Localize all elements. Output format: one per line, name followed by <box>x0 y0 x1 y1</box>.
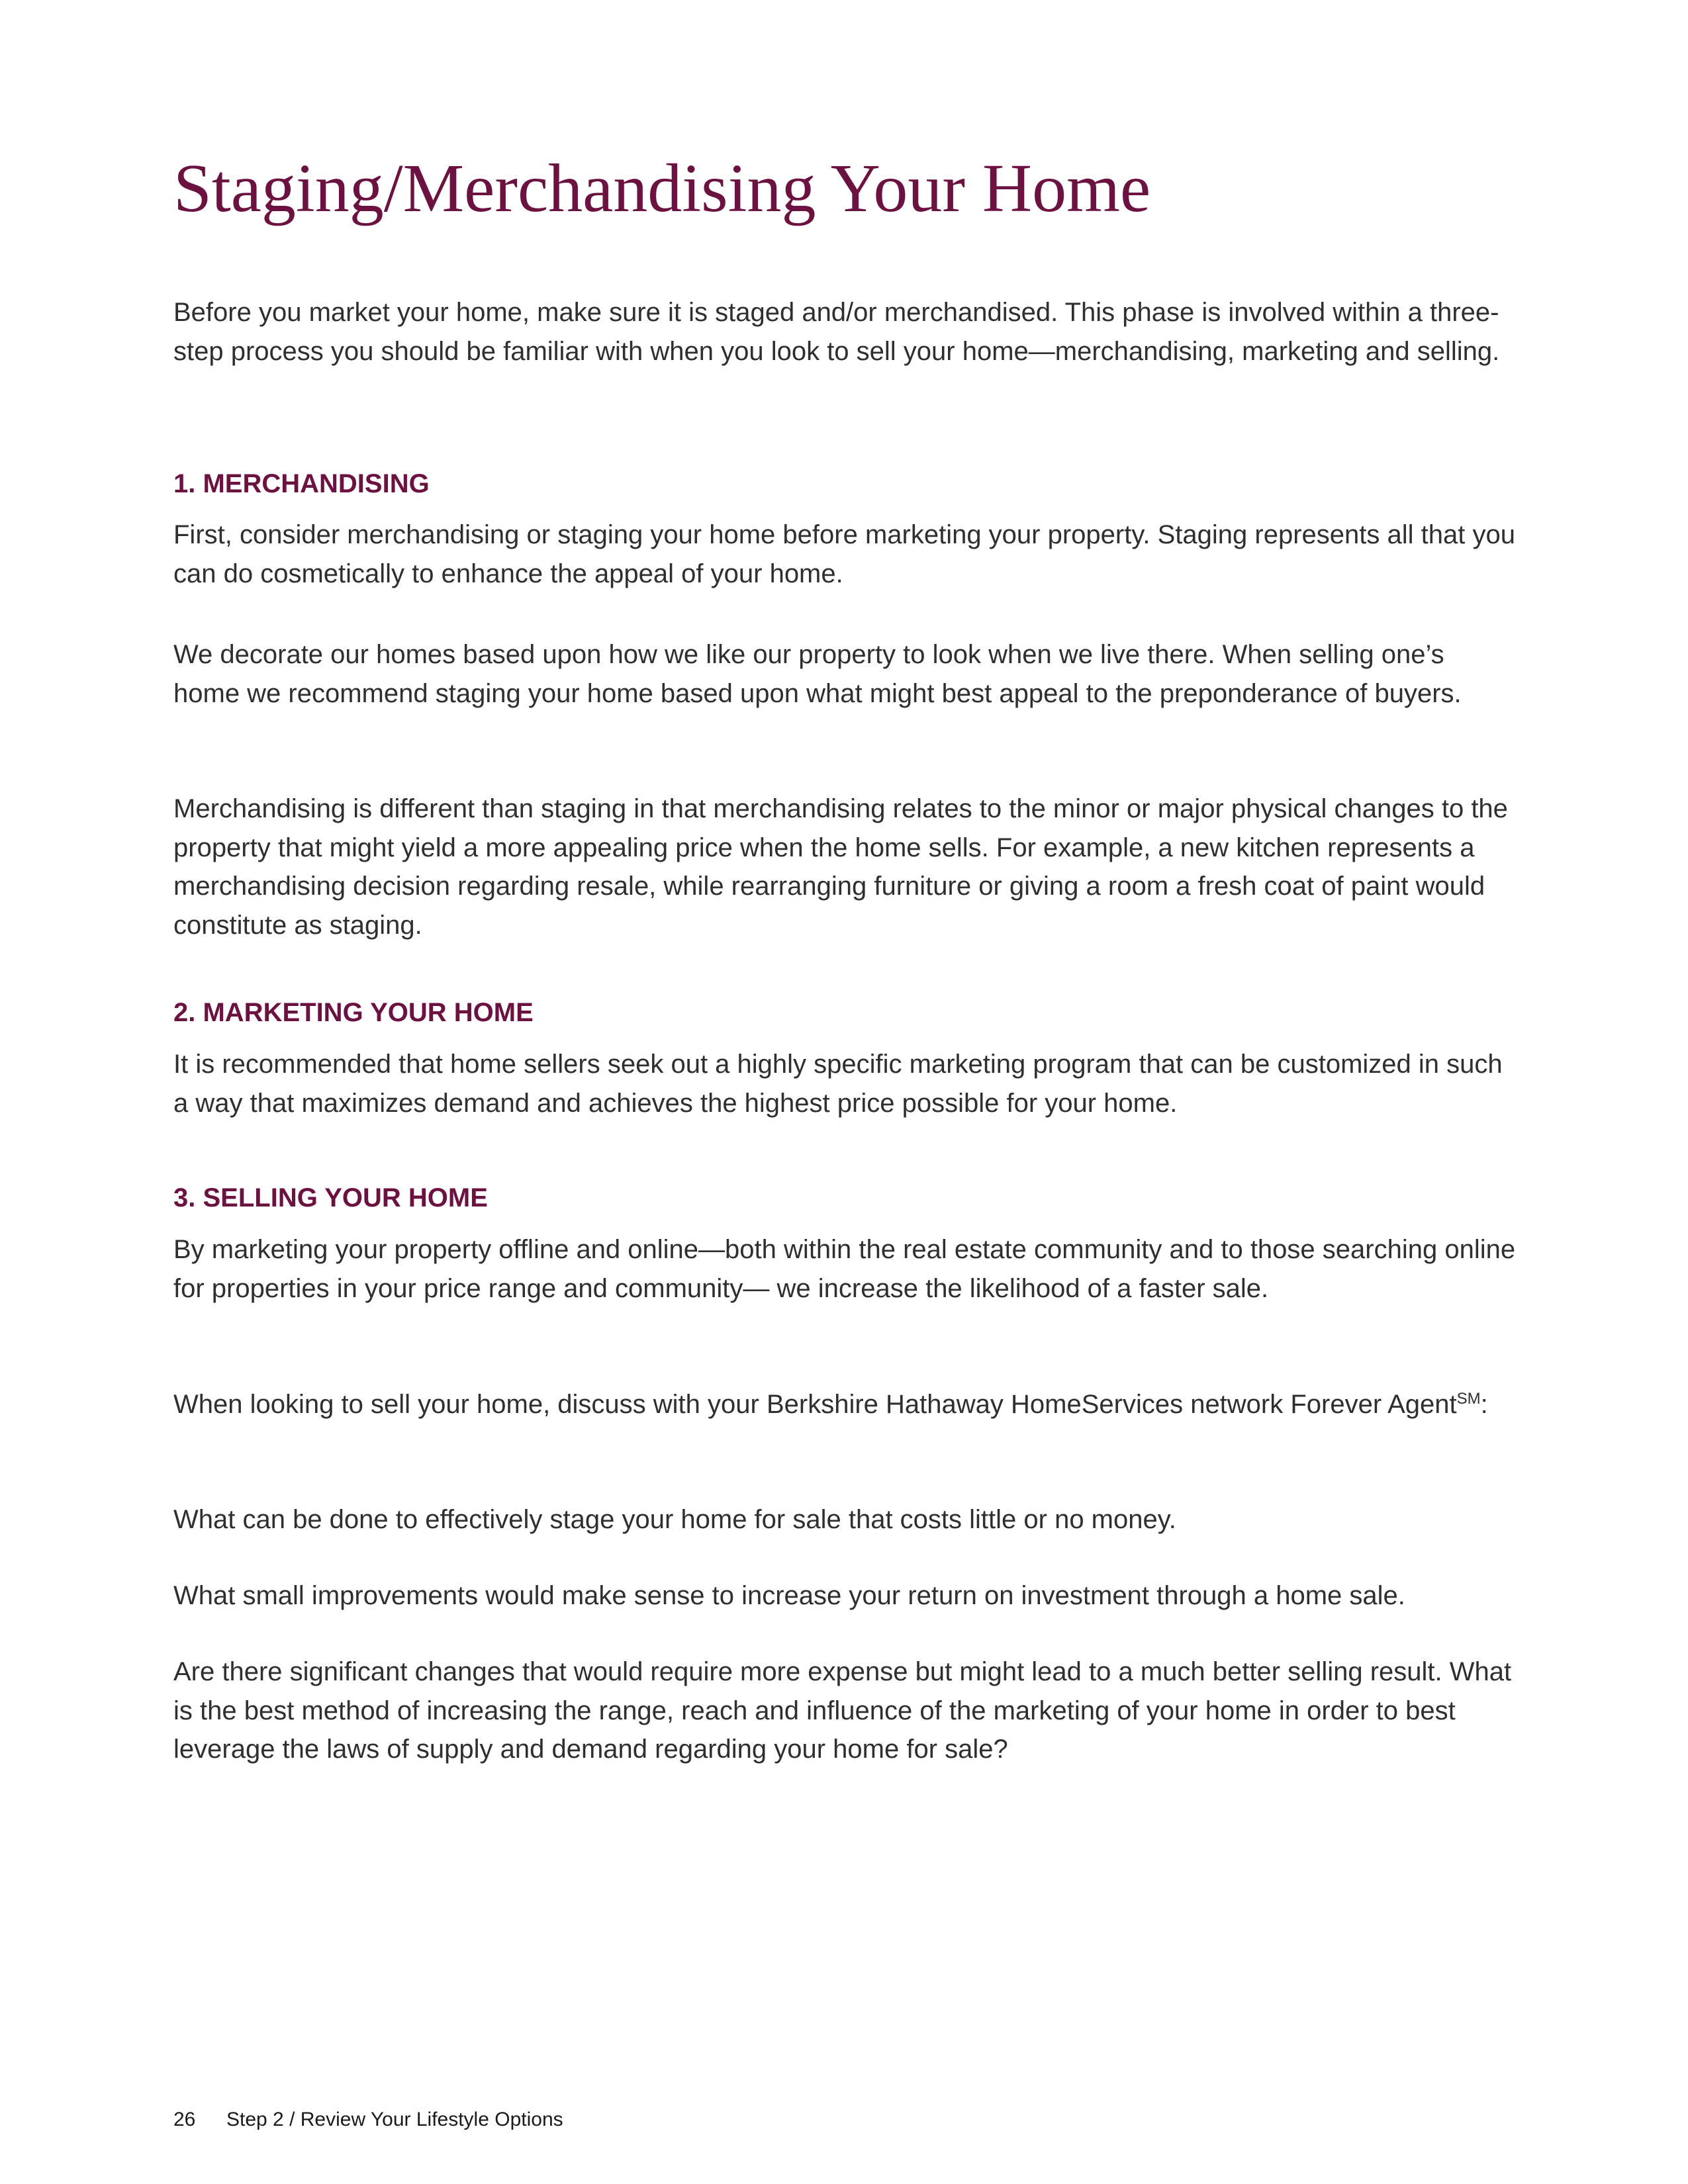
selling-paragraph-3-block <box>173 1500 1517 1539</box>
service-mark: SM <box>1456 1390 1481 1408</box>
merchandising-paragraph-1: First, consider merchandising or staging your home before marketing your property. Staging represents all that you can do cosmetically to enhance the appeal of your home. <box>173 520 1515 588</box>
merchandising-paragraph-1-block <box>173 516 1517 593</box>
selling-paragraph-1: By marketing your property offline and online—both within the real estate community and to those searching online for properties in your price range and community— we increase the likelihood of a faster sale. <box>173 1235 1516 1303</box>
merchandising-paragraph-3: Merchandising is different than staging in that merchandising relates to the minor or major physical changes to the property that might yield a more appealing price when the home sells. For example, a new kitchen represents a merchandising decision regarding resale, while rearranging furniture or giving a room a fresh coat of paint would constitute as staging. <box>173 794 1508 940</box>
section-selling-heading-block <box>173 1179 1517 1217</box>
selling-paragraph-1-block <box>173 1230 1517 1308</box>
agent-sentence: When looking to sell your home, discuss with your Berkshire Hathaway HomeServices network Forever Agent <box>173 1390 1457 1419</box>
intro-block <box>173 293 1517 371</box>
section-heading-selling: 3. SELLING YOUR HOME <box>173 1183 488 1212</box>
selling-question-3: Are there significant changes that would require more expense but might lead to a much better selling result. What is the best method of increasing the range, reach and influence of the marketing of your home in order to best leverage the laws of supply and demand regarding your home for sale? <box>173 1657 1512 1764</box>
marketing-paragraph-block <box>173 1045 1517 1122</box>
section-heading-merchandising: 1. MERCHANDISING <box>173 469 430 498</box>
footer-section-label: Step 2 / Review Your Lifestyle Options <box>226 2109 563 2130</box>
merchandising-paragraph-3-block <box>173 790 1517 944</box>
section-marketing-heading-block <box>173 993 1517 1032</box>
marketing-paragraph: It is recommended that home sellers seek out a highly specific marketing program that can be customized in such a way that maximizes demand and achieves the highest price possible for your home. <box>173 1050 1503 1118</box>
merchandising-paragraph-2: We decorate our homes based upon how we like our property to look when we live there. When selling one’s home we recommend staging your home based upon what might best appeal to the preponderance of buyers. <box>173 640 1462 708</box>
merchandising-paragraph-2-block <box>173 635 1517 713</box>
selling-question-2: What small improvements would make sense to increase your return on investment through a home sale. <box>173 1581 1405 1610</box>
page-number: 26 <box>173 2109 196 2130</box>
page-footer <box>173 2107 563 2133</box>
selling-paragraph-2-block <box>173 1385 1517 1424</box>
selling-paragraph-2 <box>173 1385 1517 1424</box>
page-title: Staging/Merchandising Your Home <box>173 150 1151 226</box>
intro-paragraph: Before you market your home, make sure it is staged and/or merchandised. This phase is involved within a three-step process you should be familiar with when you look to sell your home—merchandising, marketing and selling. <box>173 298 1500 366</box>
agent-sentence-colon: : <box>1480 1390 1488 1419</box>
selling-paragraph-5-block <box>173 1653 1517 1769</box>
section-heading-marketing: 2. MARKETING YOUR HOME <box>173 998 534 1027</box>
selling-question-1: What can be done to effectively stage your home for sale that costs little or no money. <box>173 1505 1176 1534</box>
document-page <box>173 0 1517 2184</box>
selling-paragraph-4-block <box>173 1576 1517 1615</box>
section-merchandising-heading-block <box>173 465 1517 503</box>
